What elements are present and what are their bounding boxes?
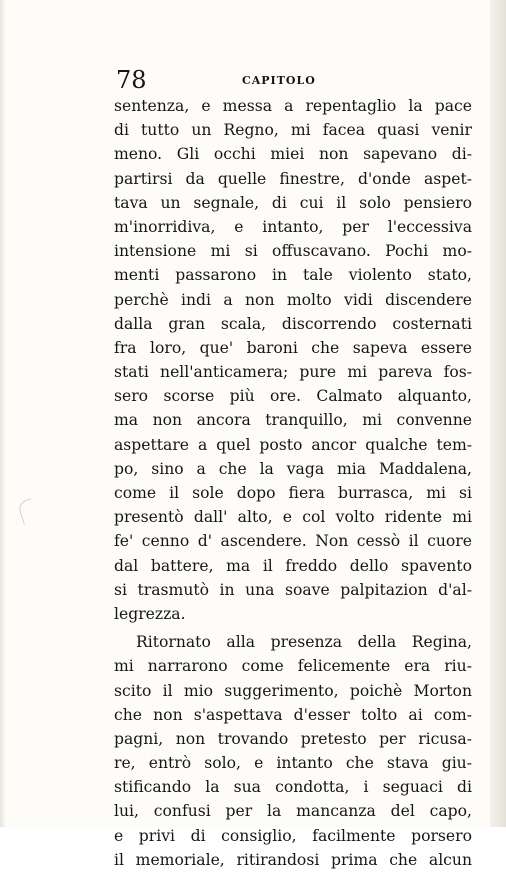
page-header: [114, 66, 472, 94]
text-line: dal battere, ma il freddo dello spavento: [114, 556, 472, 575]
text-line: m'inorridiva, e intanto, per l'eccessiva: [114, 217, 472, 236]
text-line: ma non ancora tranquillo, mi convenne: [114, 411, 472, 430]
paragraph-1: [114, 94, 472, 626]
text-line: lui, confusi per la mancanza del capo,: [114, 802, 472, 821]
text-line: si trasmutò in una soave palpitazion d'al-: [114, 580, 472, 599]
margin-pencil-mark: [17, 498, 38, 525]
text-line: che non s'aspettava d'esser tolto ai com-: [114, 705, 472, 724]
text-line: menti passarono in tale violento stato,: [114, 266, 472, 285]
text-line: Ritornato alla presenza della Regina,: [136, 633, 472, 652]
text-line: scito il mio suggerimento, poichè Morton: [114, 681, 472, 700]
text-line: legrezza.: [114, 604, 186, 623]
running-head: CAPITOLO: [242, 74, 316, 87]
text-line: meno. Gli occhi miei non sapevano di-: [114, 145, 472, 164]
text-line: presentò dall' alto, e col volto ridente mi: [114, 508, 472, 527]
text-line: partirsi da quelle finestre, d'onde aspet-: [114, 169, 472, 188]
text-block: [114, 66, 472, 872]
text-line: fe' cenno d' ascendere. Non cessò il cuore: [114, 532, 472, 551]
text-line: stati nell'anticamera; pure mi pareva fos-: [114, 363, 472, 382]
page-left-edge: [0, 0, 6, 827]
text-line: tava un segnale, di cui il solo pensiero: [114, 193, 472, 212]
text-line: e privi di consiglio, facilmente porsero: [114, 826, 472, 845]
page-right-edge: [490, 0, 506, 827]
text-line: pagni, non trovando pretesto per ricusa-: [114, 729, 472, 748]
text-line: sentenza, e messa a repentaglio la pace: [114, 97, 472, 115]
text-line: stificando la sua condotta, i seguaci di: [114, 778, 472, 797]
text-line: mi narrarono come felicemente era riu-: [114, 657, 472, 676]
text-line: aspettare a quel posto ancor qualche tem-: [114, 435, 472, 454]
text-line: dalla gran scala, discorrendo costernati: [114, 314, 472, 333]
paragraph-2: [114, 630, 472, 872]
text-line: intensione mi si offuscavano. Pochi mo-: [114, 242, 472, 261]
text-line: perchè indi a non molto vidi discendere: [114, 290, 472, 309]
text-line: re, entrò solo, e intanto che stava giu-: [114, 754, 472, 773]
text-line: sero scorse più ore. Calmato alquanto,: [114, 387, 472, 406]
text-line: il memoriale, ritirandosi prima che alcun: [114, 850, 472, 869]
text-line: come il sole dopo fiera burrasca, mi si: [114, 484, 472, 502]
page-number: 78: [116, 66, 147, 94]
text-line: po, sino a che la vaga mia Maddalena,: [114, 459, 472, 478]
text-line: fra loro, que' baroni che sapeva essere: [114, 338, 472, 357]
text-line: di tutto un Regno, mi facea quasi venir: [114, 121, 472, 140]
